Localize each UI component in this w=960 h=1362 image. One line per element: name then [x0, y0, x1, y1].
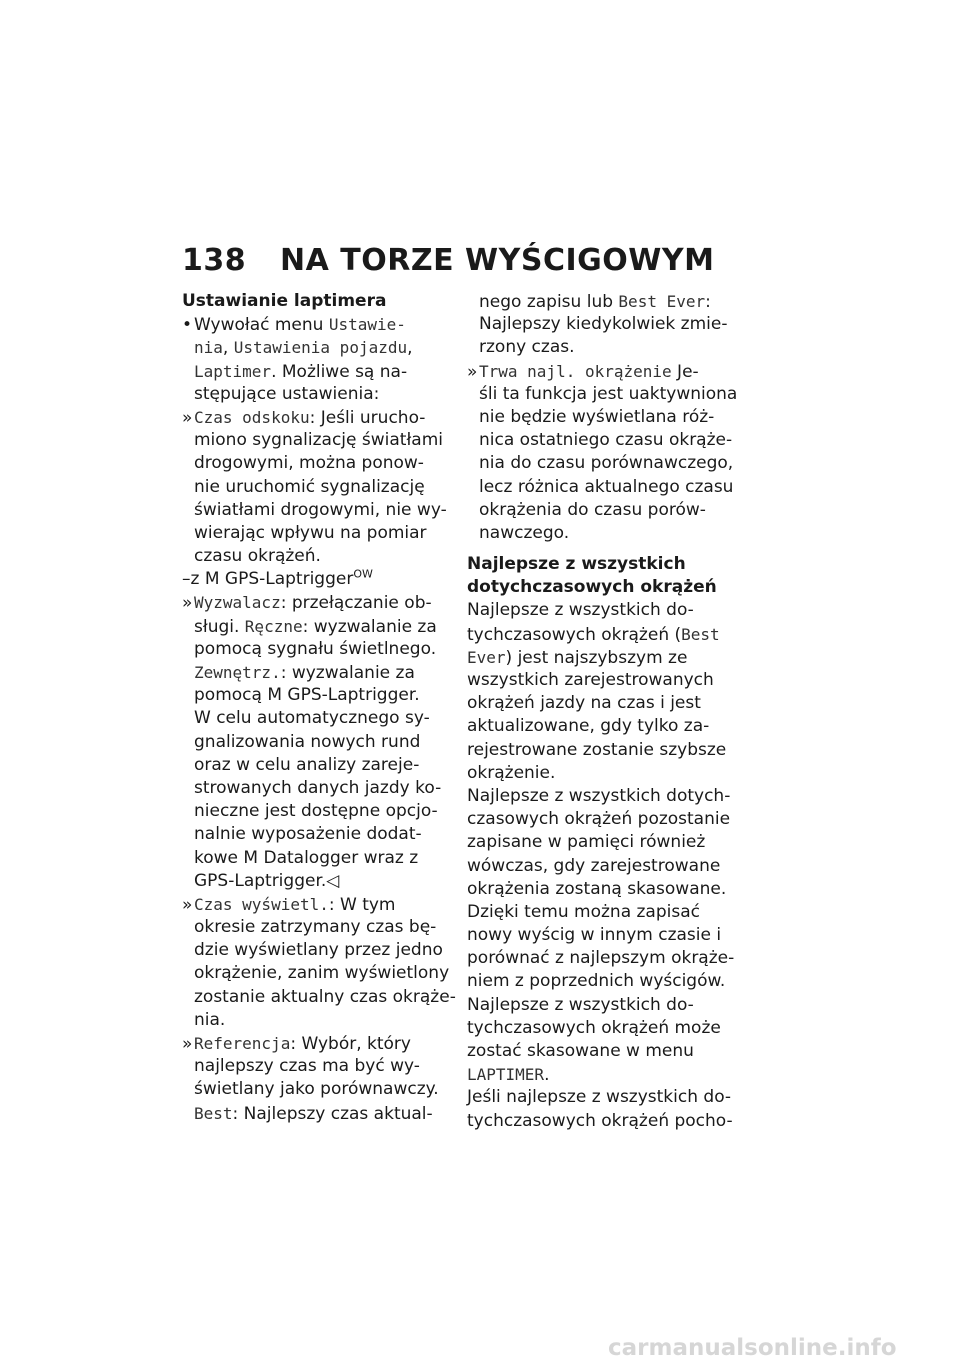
paragraph-1: Najlepsze z wszystkich do-: [467, 600, 694, 621]
chevron-right-icon: »: [182, 593, 193, 614]
bullet-marker: •: [182, 315, 193, 336]
right-column: nego zapisu lub Best Ever: Najlepszy kiedykolwiek zmie- rzony czas. »Trwa najl. okrążenie Je- śli ta funkcja jest uaktywniona nie będzie wyświetlana róż- nica ostatniego czasu okrąże- nia do czasu porównawczego, lecz różnica aktualnego czasu okrążenia do czasu porów- nawczego. Najlepsze z wszystkich dotychczasowych okrążeń Najlepsze z wszystkich do- tychczasowych okrążeń (Best Ever) jest najszybszym ze wszystkich zarejestrowanych okrążeń jazdy na czas i jest aktualizowane, gdy tylko za- rejestrowane zostanie szybsze okrążenie. Najlepsze z wszystkich dotych- czasowych okrążeń pozostanie zapisane w pamięci również wówczas, gdy zarejestrowane okrążenia zostaną skasowane. Dzięki temu można zapisać nowy wyścig w innym czasie i porównać z najlepszym okrąże- niem z poprzednich wyścigów. Najlepsze z wszystkich do- tychczasowych okrążeń może zostać skasowane w menu LAPTIMER. Jeśli najlepsze z wszystkich do- tychczasowych okrążeń pocho-: [467, 290, 742, 1133]
chapter-title: NA TORZE WYŚCIGOWYM: [280, 243, 715, 278]
equipment-note: –z M GPS-Laptrigger$^{OW}$: [182, 567, 373, 590]
watermark: carmanualsonline.info: [608, 1335, 897, 1361]
bullet-item-menu: • Wywołać menu Ustawie-: [182, 313, 450, 336]
menu-path-text: Ustawie-: [328, 315, 406, 335]
paragraph-3: Najlepsze z wszystkich do-: [467, 994, 694, 1015]
paragraph-2: Najlepsze z wszystkich dotych-: [467, 785, 731, 806]
option-wyzwalacz: »Wyzwalacz: przełączanie ob-: [182, 591, 450, 614]
page-header: [182, 243, 742, 278]
left-column: Ustawianie laptimera • Wywołać menu Ustawie- nia, Ustawienia pojazdu, Laptimer. Możliwe są na- stępujące ustawienia: »Czas odskoku: Jeśli urucho- miono sygnalizację światłami drogowymi, można ponow- nie uruchomić sygnalizację światłami drogowymi, nie wy- wierając wpływu na pomiar czasu okrążeń. –z M GPS-Laptrigger$^{OW}$ »Wyzwalacz: przełączanie ob- sługi. Ręczne: wyzwalanie za pomocą sygnału świetlnego. Zewnętrz.: wyzwalanie za pomocą M GPS-Laptrigger. W celu automatycznego sy- gnalizowania nowych rund oraz w celu analizy zareje- strowanych danych jazdy ko- nieczne jest dostępne opcjo- nalnie wyposażenie dodat- kowe M Datalogger wraz z GPS-Laptrigger.◁ »Czas wyświetl.: W tym okresie zatrzymany czas bę- dzie wyświetlany przez jedno okrążenie, zanim wyświetlony zostanie aktualny czas okrąże- nia. »Referencja: Wybór, który najlepszy czas ma być wy- świetlany jako porównawczy. Best: Najlepszy czas aktual-: [182, 291, 456, 1124]
option-czas-odskoku: »Czas odskoku: Jeśli urucho-: [182, 406, 450, 429]
chevron-right-icon: »: [467, 361, 478, 382]
chevron-right-icon: »: [182, 894, 193, 915]
equipment-code: OW: [353, 567, 373, 581]
page-number: 138: [182, 243, 247, 278]
chevron-right-icon: »: [182, 1034, 193, 1054]
option-trwa-najl-okrazenie: »Trwa najl. okrążenie Je-: [467, 360, 742, 383]
option-czas-wyswietl: »Czas wyświetl.: W tym: [182, 893, 450, 916]
chevron-right-icon: »: [182, 407, 193, 428]
section-heading-best-ever: Najlepsze z wszystkich: [467, 554, 686, 575]
option-referencja: »Referencja: Wybór, który: [182, 1032, 450, 1055]
paragraph-4: Jeśli najlepsze z wszystkich do-: [467, 1087, 732, 1108]
section-heading-laptimer: Ustawianie laptimera: [182, 291, 387, 311]
